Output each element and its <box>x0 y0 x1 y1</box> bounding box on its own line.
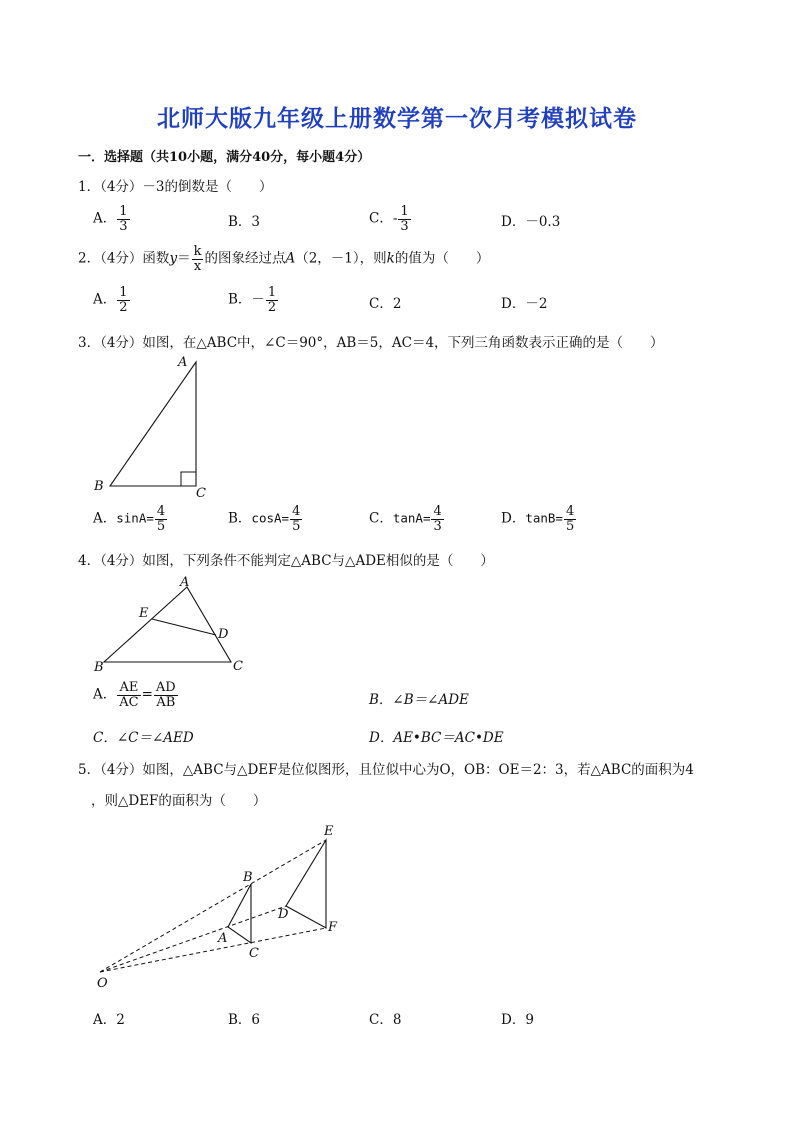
label-e: E <box>324 824 334 839</box>
label-b: B <box>94 479 104 494</box>
question-1-stem: 1．（4分）－3的倒数是（ ） <box>78 179 273 195</box>
function-text: sinA= <box>116 510 154 526</box>
q1-option-d[interactable]: D．－0.3 <box>501 214 561 230</box>
page-title: 北师大版九年级上册数学第一次月考模拟试卷 <box>157 106 637 132</box>
fraction: $\frac{4}{5}$ <box>565 504 575 534</box>
label-d: D <box>278 907 289 922</box>
q4-option-b[interactable]: B．∠B＝∠ADE <box>369 692 469 708</box>
fraction: $\frac{k}{x}$ <box>193 244 202 274</box>
label-a: A <box>178 355 188 370</box>
option-label: A． <box>93 210 117 227</box>
question-2-stem: 2．（4分）函数y＝ $\frac{k}{x}$ 的图象经过点A（2，－1），则k的值为（ ） <box>78 244 490 274</box>
label-e: E <box>139 606 149 621</box>
q5-option-b[interactable]: B．6 <box>228 1012 261 1028</box>
q2-option-d[interactable]: D．－2 <box>501 296 548 312</box>
function-text: tanA= <box>392 510 431 526</box>
question-3-stem: 3．（4分）如图，在△ABC中，∠C＝90°，AB＝5，AC＝4，下列三角函数表示正确的是（ ） <box>78 335 664 351</box>
label-a: A <box>218 931 228 946</box>
option-label: B．－ <box>228 291 265 308</box>
triangle-abc <box>228 884 251 943</box>
function-text: tanB= <box>525 510 563 526</box>
fraction: $\frac{1}{2}$ <box>267 285 277 315</box>
fraction: $\frac{AE}{AC}$ <box>119 680 139 710</box>
fraction: $\frac{AD}{AB}$ <box>155 680 176 710</box>
triangle-def <box>286 840 326 928</box>
q5-option-c[interactable]: C．8 <box>369 1012 402 1028</box>
fraction: $\frac{1}{3}$ <box>400 204 409 234</box>
question-4-stem: 4．（4分）如图，下列条件不能判定△ABC与△ADE相似的是（ ） <box>78 553 494 569</box>
question-5-stem-line-2: ，则△DEF的面积为（ ） <box>91 793 267 809</box>
label-c: C <box>196 486 206 501</box>
q4-option-d[interactable]: D．AE•BC＝AC•DE <box>369 730 504 746</box>
fraction: $\frac{4}{5}$ <box>292 504 301 534</box>
fraction: $\frac{4}{5}$ <box>156 504 166 534</box>
fraction: $\frac{1}{3}$ <box>119 204 128 234</box>
fraction: $\frac{4}{3}$ <box>433 504 442 534</box>
label-b: B <box>243 870 253 885</box>
q1-option-b[interactable]: B．3 <box>228 214 261 230</box>
q4-option-c[interactable]: C．∠C＝∠AED <box>93 730 194 746</box>
label-a: A <box>180 575 190 590</box>
option-label: C． <box>369 210 393 227</box>
minus-sign: - <box>392 210 398 227</box>
section-heading: 一．选择题（共10小题，满分40分，每小题4分） <box>78 150 371 165</box>
option-label: D． <box>501 510 526 527</box>
function-text: cosA= <box>251 510 290 526</box>
option-label: A． <box>93 291 117 308</box>
label-b: B <box>94 660 104 675</box>
label-o: O <box>97 976 108 991</box>
option-label: C． <box>369 510 393 527</box>
label-c: C <box>249 946 259 961</box>
equals-sign: = <box>141 686 153 703</box>
option-label: A． <box>93 686 117 703</box>
q5-option-a[interactable]: A．2 <box>93 1012 125 1028</box>
q2-option-c[interactable]: C．2 <box>369 296 402 312</box>
option-label: A． <box>93 510 117 527</box>
dashed-rays <box>100 840 326 972</box>
q5-option-d[interactable]: D．9 <box>501 1012 534 1028</box>
label-c: C <box>233 659 243 674</box>
fraction: $\frac{1}{2}$ <box>119 285 128 315</box>
option-label: B． <box>228 510 252 527</box>
label-d: D <box>218 627 229 642</box>
label-f: F <box>328 920 338 935</box>
question-5-stem-line-1: 5．（4分）如图，△ABC与△DEF是位似图形，且位似中心为O，OB：OE＝2：3，若△ABC的面积为4 <box>78 762 694 778</box>
